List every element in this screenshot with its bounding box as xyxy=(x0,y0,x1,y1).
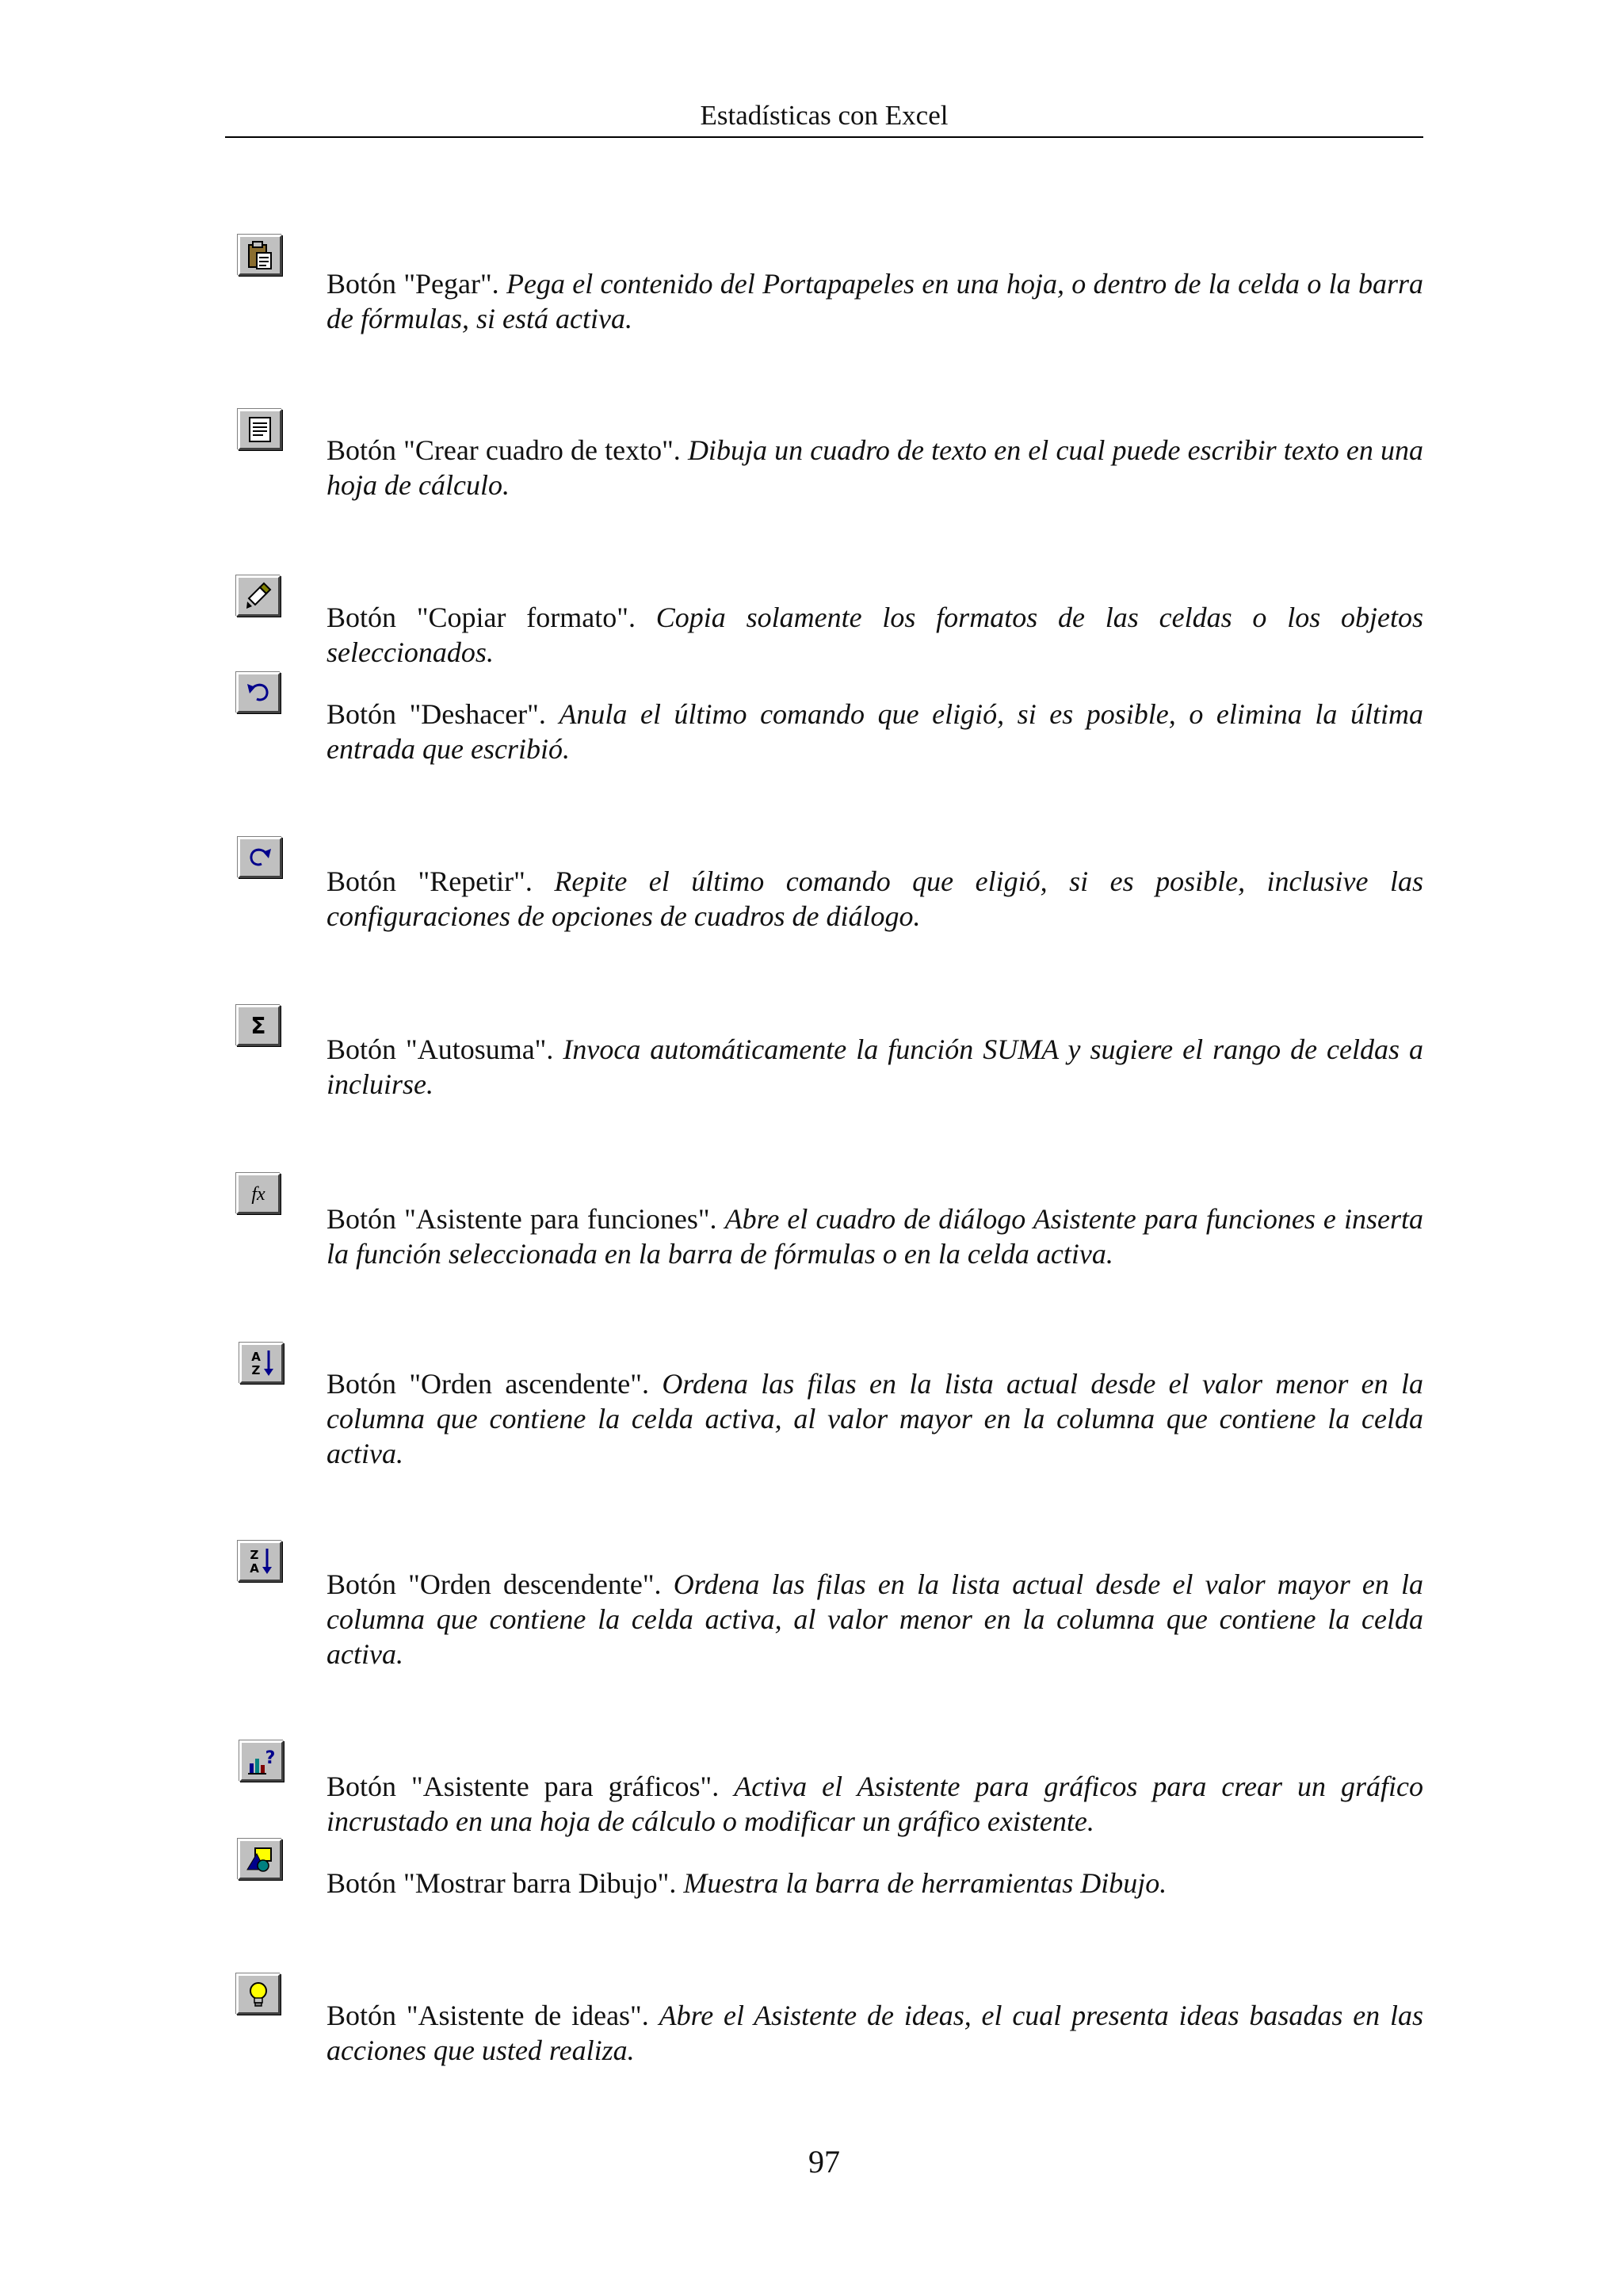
format-painter-icon xyxy=(236,575,281,617)
entry-label: Botón "Asistente para gráficos". xyxy=(327,1771,735,1802)
entry-orden-descendente xyxy=(327,1567,1423,1671)
sort-asc-bottom-letter: Z xyxy=(251,1363,261,1377)
entry-copiar-formato xyxy=(327,600,1423,670)
paste-icon xyxy=(238,235,282,276)
entry-label: Botón "Deshacer". xyxy=(327,698,559,730)
entry-description: Ordena las filas en la lista actual desde el valor menor en la columna que contiene la celda activa, al valor mayor en la columna que contiene la celda activa. xyxy=(327,1368,1423,1469)
undo-icon xyxy=(236,672,281,713)
tip-wizard-icon xyxy=(236,1973,281,2015)
entry-description: Copia solamente los formatos de las celdas o los objetos seleccionados. xyxy=(327,602,1423,668)
drawing-toolbar-icon xyxy=(238,1839,282,1880)
entry-label: Botón "Orden ascendente". xyxy=(327,1368,663,1400)
page-header: Estadísticas con Excel xyxy=(225,95,1423,138)
entry-label: Botón "Mostrar barra Dibujo". xyxy=(327,1867,684,1899)
entry-description: Ordena las filas en la lista actual desde el valor mayor en la columna que contiene la celda activa, al valor menor en la columna que contiene la celda activa. xyxy=(327,1568,1424,1670)
entry-autosuma xyxy=(327,1032,1423,1102)
entry-asistente-graficos xyxy=(327,1769,1423,1839)
entry-description: Muestra la barra de herramientas Dibujo. xyxy=(683,1867,1167,1899)
entry-pegar xyxy=(327,266,1423,336)
function-wizard-icon xyxy=(236,1173,281,1214)
entry-mostrar-barra-dibujo xyxy=(327,1866,1423,1901)
sort-desc-top-letter: Z xyxy=(250,1548,259,1562)
entry-description: Abre el Asistente de ideas, el cual presenta ideas basadas en las acciones que usted realiza. xyxy=(327,2000,1423,2066)
entry-description: Repite el último comando que eligió, si es posible, inclusive las configuraciones de opciones de cuadros de diálogo. xyxy=(327,865,1423,932)
sort-desc-bottom-letter: A xyxy=(250,1561,259,1576)
sort-descending-icon xyxy=(238,1541,282,1582)
text-box-icon xyxy=(238,409,282,450)
chart-help-glyph: ? xyxy=(265,1748,276,1768)
redo-icon xyxy=(238,837,282,878)
function-glyph: fx xyxy=(251,1184,265,1205)
entry-label: Botón "Asistente para funciones". xyxy=(327,1203,725,1235)
entry-description: Dibuja un cuadro de texto en el cual puede escribir texto en una hoja de cálculo. xyxy=(327,434,1423,501)
entry-orden-ascendente xyxy=(327,1366,1423,1471)
entry-description: Invoca automáticamente la función SUMA y sugiere el rango de celdas a incluirse. xyxy=(327,1033,1423,1100)
entry-label: Botón "Autosuma". xyxy=(327,1033,563,1065)
entry-label: Botón "Pegar". xyxy=(327,268,506,300)
entry-label: Botón "Orden descendente". xyxy=(327,1568,674,1600)
entry-label: Botón "Asistente de ideas". xyxy=(327,2000,659,2031)
entry-deshacer xyxy=(327,697,1423,766)
chart-wizard-icon xyxy=(239,1740,284,1782)
entry-label: Botón "Copiar formato". xyxy=(327,602,656,633)
entry-asistente-funciones xyxy=(327,1201,1423,1271)
sort-asc-top-letter: A xyxy=(251,1350,261,1364)
autosum-glyph: Σ xyxy=(250,1013,266,1039)
entry-description: Activa el Asistente para gráficos para crear un gráfico incrustado en una hoja de cálculo o modificar un gráfico existente. xyxy=(327,1771,1423,1837)
sort-ascending-icon xyxy=(239,1343,284,1384)
page-number: 97 xyxy=(808,2144,840,2179)
entry-asistente-ideas xyxy=(327,1998,1423,2068)
autosum-icon xyxy=(236,1005,281,1046)
entry-label: Botón "Crear cuadro de texto". xyxy=(327,434,688,466)
entry-description: Anula el último comando que eligió, si es posible, o elimina la última entrada que escribió. xyxy=(327,698,1423,765)
entry-crear-cuadro-texto xyxy=(327,433,1423,502)
entry-description: Pega el contenido del Portapapeles en una hoja, o dentro de la celda o la barra de fórmulas, si está activa. xyxy=(327,268,1423,334)
entry-repetir xyxy=(327,864,1423,934)
entry-label: Botón "Repetir". xyxy=(327,865,555,897)
entry-description: Abre el cuadro de diálogo Asistente para funciones e inserta la función seleccionada en la barra de fórmulas o en la celda activa. xyxy=(327,1203,1423,1270)
